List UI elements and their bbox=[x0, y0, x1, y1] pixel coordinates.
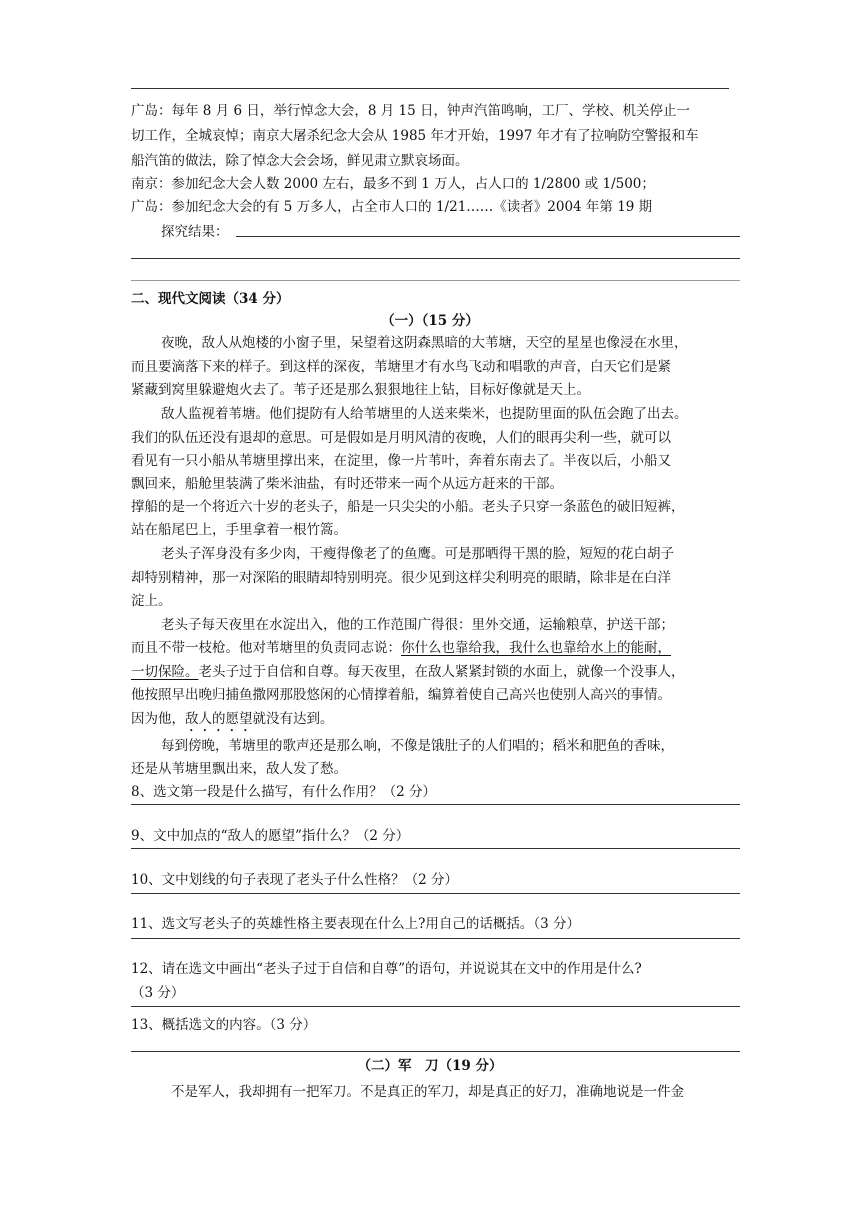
part2-heading: （二）军 刀（19 分） bbox=[357, 1058, 503, 1074]
p5-line-2-plain: 而且不带一枝枪。他对苇塘里的负责同志说： bbox=[131, 640, 401, 656]
answer-line-12[interactable] bbox=[131, 1006, 740, 1007]
hiroshima-line-1: 广岛：每年 8 月 6 日，举行悼念大会，8 月 15 日，钟声汽笛鸣响，工厂、学校、机关停止一 bbox=[131, 103, 690, 119]
answer-line-9[interactable] bbox=[131, 848, 740, 849]
p5-line-5 bbox=[131, 709, 334, 735]
dotted-phrase: 敌人的愿望 bbox=[185, 711, 253, 727]
answer-line-10[interactable] bbox=[131, 893, 740, 894]
part2-paragraph-line-1: 不是军人，我却拥有一把军刀。不是真正的军刀，却是真正的好刀，准确地说是一件金 bbox=[171, 1084, 684, 1100]
probe-answer-line-3[interactable] bbox=[131, 280, 740, 281]
answer-line-13[interactable] bbox=[131, 1051, 740, 1052]
p4-line-3: 淀上。 bbox=[131, 593, 172, 609]
hiroshima-line-2: 切工作，全城哀悼；南京大屠杀纪念大会从 1985 年才开始，1997 年才有了拉响防空警报和车 bbox=[131, 128, 699, 144]
underlined-quote-part-2: 一切保险。 bbox=[131, 664, 199, 680]
p2-line-1: 敌人监视着苇塘。他们提防有人给苇塘里的人送来柴米，也提防里面的队伍会跑了出去。 bbox=[161, 406, 688, 422]
question-11: 11、选文写老头子的英雄性格主要表现在什么上?用自己的话概括。（3 分） bbox=[131, 916, 581, 932]
probe-answer-line-1[interactable] bbox=[236, 236, 740, 237]
p5-line-3 bbox=[131, 662, 685, 682]
question-10: 10、文中划线的句子表现了老头子什么性格？（2 分） bbox=[131, 872, 459, 888]
part1-heading: （一）（15 分） bbox=[381, 313, 479, 329]
question-13: 13、概括选文的内容。（3 分） bbox=[131, 1017, 317, 1033]
p5-line-5-plain-c: 就没有达到。 bbox=[252, 711, 334, 727]
p5-line-3-plain: 老头子过于自信和自尊。每天夜里，在敌人紧紧封锁的水面上，就像一个没事人， bbox=[198, 664, 685, 680]
p1-line-2: 而且要滴落下来的样子。到这样的深夜，苇塘里才有水鸟飞动和唱歌的声音，白天它们是紧 bbox=[131, 359, 671, 375]
answer-line-11[interactable] bbox=[131, 938, 740, 939]
question-12-line-1: 12、请在选文中画出“老头子过于自信和自尊”的语句，并说说其在文中的作用是什么? bbox=[131, 961, 642, 977]
p5-line-4: 他按照早出晚归捕鱼撒网那股悠闲的心情撑着船，编算着使自己高兴也使别人高兴的事情。 bbox=[131, 687, 671, 703]
question-9: 9、文中加点的“敌人的愿望”指什么？（2 分） bbox=[131, 828, 410, 844]
p3-line-1: 撑船的是一个将近六十岁的老头子，船是一只尖尖的小船。老头子只穿一条蓝色的破旧短裤， bbox=[131, 499, 685, 515]
p1-line-3: 紧藏到窝里躲避炮火去了。苇子还是那么狠狠地往上钻，目标好像就是天上。 bbox=[131, 382, 590, 398]
p5-line-2 bbox=[131, 638, 671, 658]
p6-line-1: 每到傍晚，苇塘里的歌声还是那么响，不像是饿肚子的人们唱的；稻米和肥鱼的香味， bbox=[161, 738, 674, 754]
hiroshima-line-3: 船汽笛的做法，除了悼念大会会场，鲜见肃立默哀场面。 bbox=[131, 153, 469, 169]
p2-line-2: 我们的队伍还没有退却的意思。可是假如是月明风清的夜晚，人们的眼再尖利一些，就可以 bbox=[131, 430, 671, 446]
p4-line-2: 却特别精神，那一对深陷的眼睛却特别明亮。很少见到这样尖利明亮的眼睛，除非是在白洋 bbox=[131, 570, 671, 586]
question-8: 8、选文第一段是什么描写，有什么作用？（2 分） bbox=[131, 784, 436, 800]
p2-line-3: 看见有一只小船从苇塘里撑出来，在淀里，像一片苇叶，奔着东南去了。半夜以后，小船又 bbox=[131, 453, 671, 469]
answer-line-8[interactable] bbox=[131, 804, 740, 805]
probe-answer-line-2[interactable] bbox=[131, 258, 740, 259]
hiroshima-attendance-line: 广岛：参加纪念大会的有 5 万多人，占全市人口的 1/21……《读者》2004 年第 19 期 bbox=[131, 199, 653, 215]
probe-label: 探究结果： bbox=[161, 224, 229, 240]
p6-line-2: 还是从苇塘里飘出来，敌人发了愁。 bbox=[131, 761, 347, 777]
top-rule bbox=[131, 88, 729, 89]
p5-line-1: 老头子每天夜里在水淀出入，他的工作范围广得很：里外交通，运输粮草，护送干部； bbox=[161, 617, 674, 633]
p3-line-2: 站在船尾巴上，手里拿着一根竹篙。 bbox=[131, 522, 347, 538]
question-12-line-2: （3 分） bbox=[131, 985, 185, 1001]
p4-line-1: 老头子浑身没有多少肉，干瘦得像老了的鱼鹰。可是那晒得干黑的脸，短短的花白胡子 bbox=[161, 546, 674, 562]
section-heading: 二、现代文阅读（34 分） bbox=[131, 291, 290, 307]
underlined-quote-part-1: 你什么也靠给我，我什么也靠给水上的能耐， bbox=[401, 640, 671, 656]
p1-line-1: 夜晚，敌人从炮楼的小窗子里，呆望着这阴森黑暗的大苇塘，天空的星星也像浸在水里， bbox=[161, 335, 688, 351]
p5-line-5-plain-a: 因为他， bbox=[131, 711, 185, 727]
nanjing-line: 南京：参加纪念大会人数 2000 左右，最多不到 1 万人，占人口的 1/2800 或 1/500； bbox=[131, 176, 655, 192]
p2-line-4: 飘回来，船舱里装满了柴米油盐，有时还带来一両个从远方赶来的干部。 bbox=[131, 476, 563, 492]
